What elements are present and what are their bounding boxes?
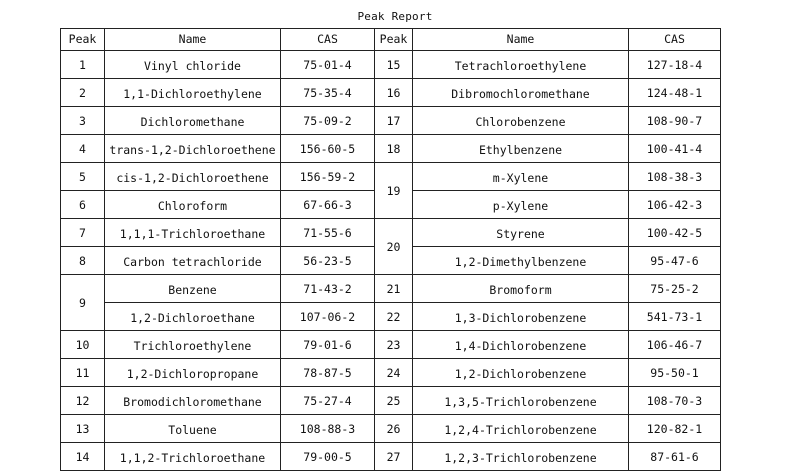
peak-cell: 14 — [61, 443, 105, 471]
cas-cell: 75-27-4 — [281, 387, 375, 415]
name-cell: Chlorobenzene — [413, 107, 629, 135]
peak-cell: 3 — [61, 107, 105, 135]
table-row — [61, 303, 721, 331]
peak-cell: 7 — [61, 219, 105, 247]
table-row — [61, 51, 721, 79]
table-row — [61, 135, 721, 163]
name-cell: Vinyl chloride — [105, 51, 281, 79]
peak-cell: 6 — [61, 191, 105, 219]
name-cell: Styrene — [413, 219, 629, 247]
cas-cell: 56-23-5 — [281, 247, 375, 275]
name-cell: 1,1-Dichloroethylene — [105, 79, 281, 107]
name-cell: 1,2-Dichlorobenzene — [413, 359, 629, 387]
peak-cell: 11 — [61, 359, 105, 387]
cas-cell: 71-43-2 — [281, 275, 375, 303]
cas-cell: 106-46-7 — [629, 331, 721, 359]
peak-cell: 23 — [375, 331, 413, 359]
cas-cell: 127-18-4 — [629, 51, 721, 79]
cas-cell: 100-42-5 — [629, 219, 721, 247]
cas-cell: 156-59-2 — [281, 163, 375, 191]
report-title: Peak Report — [357, 10, 433, 23]
peak-cell: 13 — [61, 415, 105, 443]
name-cell: 1,2,4-Trichlorobenzene — [413, 415, 629, 443]
table-row — [61, 415, 721, 443]
name-cell: Ethylbenzene — [413, 135, 629, 163]
name-cell: cis-1,2-Dichloroethene — [105, 163, 281, 191]
cas-cell: 108-90-7 — [629, 107, 721, 135]
table-row — [61, 359, 721, 387]
peak-cell: 24 — [375, 359, 413, 387]
peak-cell-merged: 20 — [375, 219, 413, 275]
table-row — [61, 443, 721, 471]
peak-cell: 16 — [375, 79, 413, 107]
header-peak: Peak — [61, 29, 105, 51]
peak-cell: 26 — [375, 415, 413, 443]
cas-cell: 75-25-2 — [629, 275, 721, 303]
header-name: Name — [105, 29, 281, 51]
name-cell: Dichloromethane — [105, 107, 281, 135]
peak-cell: 25 — [375, 387, 413, 415]
header-name-2: Name — [413, 29, 629, 51]
table-row — [61, 79, 721, 107]
name-cell: m-Xylene — [413, 163, 629, 191]
name-cell: Tetrachloroethylene — [413, 51, 629, 79]
peak-cell: 15 — [375, 51, 413, 79]
cas-cell: 87-61-6 — [629, 443, 721, 471]
peak-cell: 22 — [375, 303, 413, 331]
name-cell: 1,1,2-Trichloroethane — [105, 443, 281, 471]
peak-cell: 21 — [375, 275, 413, 303]
peak-cell-merged: 19 — [375, 163, 413, 219]
cas-cell: 124-48-1 — [629, 79, 721, 107]
peak-cell: 12 — [61, 387, 105, 415]
table-row — [61, 163, 721, 191]
cas-cell: 79-00-5 — [281, 443, 375, 471]
cas-cell: 108-38-3 — [629, 163, 721, 191]
cas-cell: 106-42-3 — [629, 191, 721, 219]
cas-cell: 78-87-5 — [281, 359, 375, 387]
peak-cell: 8 — [61, 247, 105, 275]
cas-cell: 100-41-4 — [629, 135, 721, 163]
name-cell: 1,4-Dichlorobenzene — [413, 331, 629, 359]
header-row — [61, 29, 721, 51]
cas-cell: 541-73-1 — [629, 303, 721, 331]
peak-cell: 18 — [375, 135, 413, 163]
cas-cell: 71-55-6 — [281, 219, 375, 247]
name-cell: Benzene — [105, 275, 281, 303]
name-cell: 1,1,1-Trichloroethane — [105, 219, 281, 247]
table-row — [61, 331, 721, 359]
name-cell: 1,2-Dichloroethane — [105, 303, 281, 331]
peak-cell-merged: 9 — [61, 275, 105, 331]
cas-cell: 75-09-2 — [281, 107, 375, 135]
cas-cell: 95-47-6 — [629, 247, 721, 275]
peak-cell: 1 — [61, 51, 105, 79]
name-cell: Toluene — [105, 415, 281, 443]
cas-cell: 156-60-5 — [281, 135, 375, 163]
header-cas-2: CAS — [629, 29, 721, 51]
cas-cell: 67-66-3 — [281, 191, 375, 219]
cas-cell: 108-70-3 — [629, 387, 721, 415]
name-cell: Trichloroethylene — [105, 331, 281, 359]
peak-cell: 10 — [61, 331, 105, 359]
peak-cell: 5 — [61, 163, 105, 191]
table-row — [61, 275, 721, 303]
peak-cell: 2 — [61, 79, 105, 107]
table-row — [61, 387, 721, 415]
header-peak-2: Peak — [375, 29, 413, 51]
header-cas: CAS — [281, 29, 375, 51]
cas-cell: 107-06-2 — [281, 303, 375, 331]
name-cell: 1,3,5-Trichlorobenzene — [413, 387, 629, 415]
peak-cell: 4 — [61, 135, 105, 163]
name-cell: Carbon tetrachloride — [105, 247, 281, 275]
name-cell: 1,3-Dichlorobenzene — [413, 303, 629, 331]
table-row — [61, 219, 721, 247]
name-cell: Bromodichloromethane — [105, 387, 281, 415]
cas-cell: 75-35-4 — [281, 79, 375, 107]
name-cell: Chloroform — [105, 191, 281, 219]
table-row — [61, 107, 721, 135]
name-cell: 1,2,3-Trichlorobenzene — [413, 443, 629, 471]
cas-cell: 79-01-6 — [281, 331, 375, 359]
name-cell: 1,2-Dichloropropane — [105, 359, 281, 387]
peak-cell: 17 — [375, 107, 413, 135]
cas-cell: 95-50-1 — [629, 359, 721, 387]
name-cell: p-Xylene — [413, 191, 629, 219]
name-cell: 1,2-Dimethylbenzene — [413, 247, 629, 275]
peak-cell: 27 — [375, 443, 413, 471]
cas-cell: 108-88-3 — [281, 415, 375, 443]
name-cell: Dibromochloromethane — [413, 79, 629, 107]
peak-report-table — [60, 28, 721, 471]
name-cell: trans-1,2-Dichloroethene — [105, 135, 281, 163]
cas-cell: 75-01-4 — [281, 51, 375, 79]
name-cell: Bromoform — [413, 275, 629, 303]
cas-cell: 120-82-1 — [629, 415, 721, 443]
